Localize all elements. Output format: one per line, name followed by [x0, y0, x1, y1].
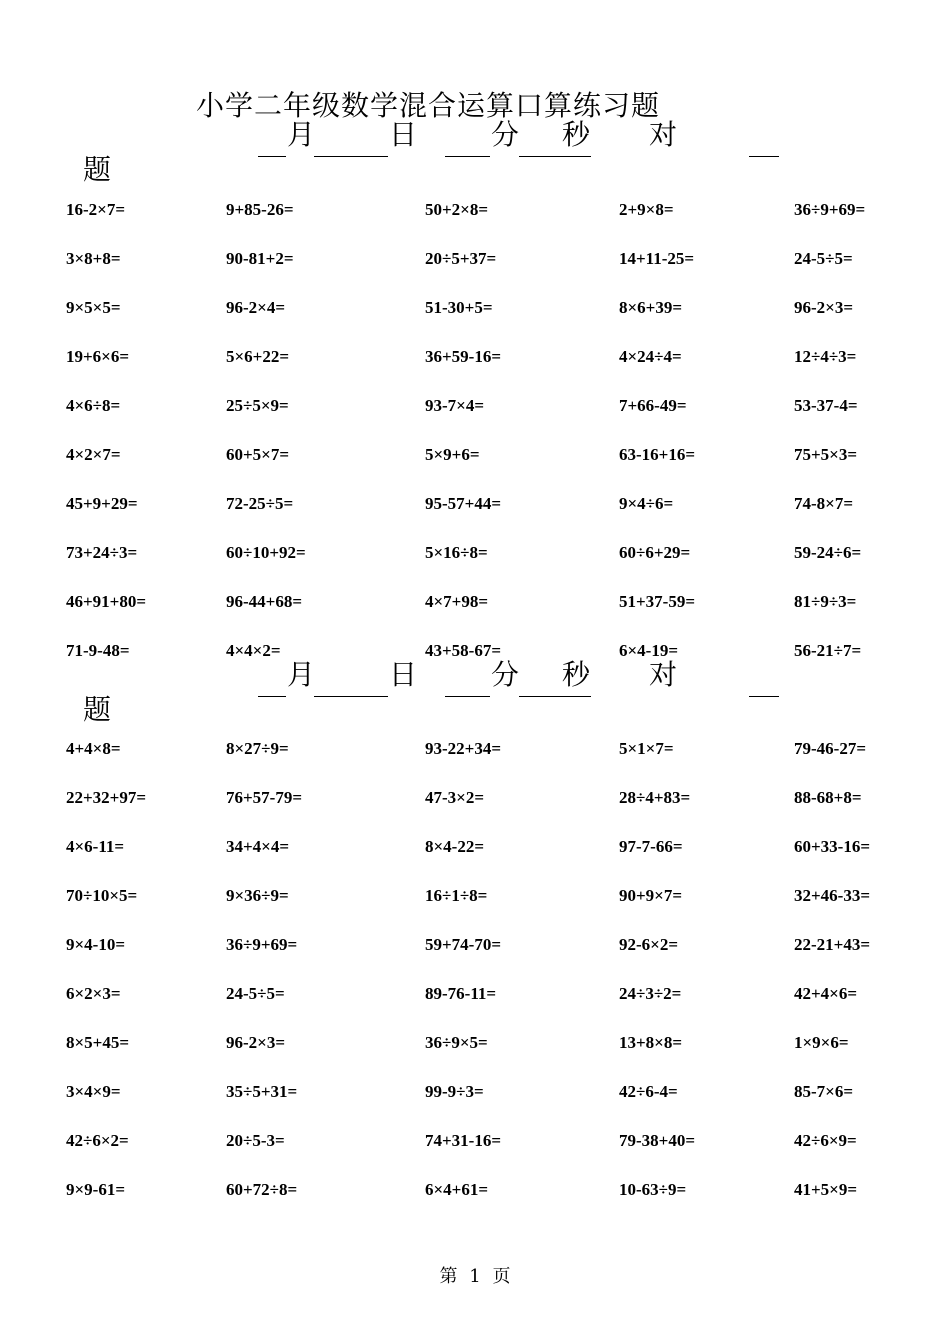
- day-label: 日: [389, 118, 418, 151]
- problem: 24-5÷5=: [226, 984, 285, 1003]
- problem-row: [0, 346, 950, 368]
- page-footer: [0, 1262, 950, 1288]
- problem: 72-25÷5=: [226, 494, 294, 513]
- page-suffix: 页: [492, 1266, 511, 1287]
- problem-row: [0, 199, 950, 221]
- problem: 56-21÷7=: [794, 641, 862, 660]
- problem: 42÷6-4=: [619, 1082, 678, 1101]
- problem: 8×5+45=: [66, 1033, 130, 1052]
- problem: 8×6+39=: [619, 298, 683, 317]
- problem: 24-5÷5=: [794, 249, 853, 268]
- problem: 42÷6×9=: [794, 1131, 857, 1150]
- problem: 32+46-33=: [794, 886, 871, 905]
- problem: 9+85-26=: [226, 200, 294, 219]
- problem: 6×2×3=: [66, 984, 121, 1003]
- problem: 45+9+29=: [66, 494, 138, 513]
- problem: 51-30+5=: [425, 298, 493, 317]
- problem: 95-57+44=: [425, 494, 502, 513]
- problem: 76+57-79=: [226, 788, 303, 807]
- problem: 42+4×6=: [794, 984, 858, 1003]
- problem-row: [0, 1032, 950, 1054]
- problem: 2+9×8=: [619, 200, 674, 219]
- problem: 85-7×6=: [794, 1082, 854, 1101]
- problem: 4×6-11=: [66, 837, 125, 856]
- problem: 10-63÷9=: [619, 1180, 687, 1199]
- problem: 81÷9÷3=: [794, 592, 857, 611]
- second-label: 秒: [562, 118, 591, 151]
- problem: 25÷5×9=: [226, 396, 289, 415]
- problem: 6×4-19=: [619, 641, 679, 660]
- problem: 36÷9×5=: [425, 1033, 488, 1052]
- month-label: 月: [287, 658, 316, 691]
- problem: 79-38+40=: [619, 1131, 696, 1150]
- second-label: 秒: [562, 658, 591, 691]
- problem: 74-8×7=: [794, 494, 854, 513]
- problem: 53-37-4=: [794, 396, 858, 415]
- problem: 36÷9+69=: [226, 935, 298, 954]
- problem: 5×9+6=: [425, 445, 480, 464]
- correct-label: 对: [649, 118, 678, 151]
- problem: 24÷3÷2=: [619, 984, 682, 1003]
- worksheet-title: 小学二年级数学混合运算口算练习题: [196, 89, 661, 122]
- problem: 42÷6×2=: [66, 1131, 129, 1150]
- problem: 5×1×7=: [619, 739, 674, 758]
- problem-row: [0, 1130, 950, 1152]
- answer-record-header-2: [0, 660, 950, 740]
- problem: 4×2×7=: [66, 445, 121, 464]
- correct-label: 对: [649, 658, 678, 691]
- problem: 28÷4+83=: [619, 788, 691, 807]
- problem: 96-2×3=: [794, 298, 854, 317]
- problem: 5×16÷8=: [425, 543, 488, 562]
- problem: 51+37-59=: [619, 592, 696, 611]
- problem: 16÷1÷8=: [425, 886, 488, 905]
- day-blank: [314, 696, 388, 697]
- problem-row: [0, 444, 950, 466]
- problem: 59+74-70=: [425, 935, 502, 954]
- problem-row: [0, 983, 950, 1005]
- problem: 96-44+68=: [226, 592, 303, 611]
- problem: 6×4+61=: [425, 1180, 489, 1199]
- problem-row: [0, 591, 950, 613]
- problem-row: [0, 297, 950, 319]
- problem: 9×36÷9=: [226, 886, 289, 905]
- problem: 70÷10×5=: [66, 886, 138, 905]
- problem-row: [0, 542, 950, 564]
- problem: 9×5×5=: [66, 298, 121, 317]
- problem: 13+8×8=: [619, 1033, 683, 1052]
- problem: 60÷10+92=: [226, 543, 306, 562]
- problem: 75+5×3=: [794, 445, 858, 464]
- problem: 71-9-48=: [66, 641, 130, 660]
- problem: 50+2×8=: [425, 200, 489, 219]
- month-blank: [258, 696, 286, 697]
- problem: 97-7-66=: [619, 837, 683, 856]
- second-blank: [519, 156, 591, 157]
- problem: 8×27÷9=: [226, 739, 289, 758]
- problem-row: [0, 836, 950, 858]
- problem: 1×9×6=: [794, 1033, 849, 1052]
- problem: 60+72÷8=: [226, 1180, 298, 1199]
- problem: 43+58-67=: [425, 641, 502, 660]
- problem: 63-16+16=: [619, 445, 696, 464]
- questions-label: 题: [83, 693, 112, 726]
- problem: 9×9-61=: [66, 1180, 126, 1199]
- problem-row: [0, 248, 950, 270]
- problem: 9×4÷6=: [619, 494, 674, 513]
- problem: 22-21+43=: [794, 935, 871, 954]
- problem: 90-81+2=: [226, 249, 294, 268]
- problem: 92-6×2=: [619, 935, 679, 954]
- problem: 47-3×2=: [425, 788, 485, 807]
- correct-count-blank: [749, 156, 779, 157]
- problem: 88-68+8=: [794, 788, 862, 807]
- page-number: 1: [469, 1266, 481, 1287]
- minute-label: 分: [491, 658, 520, 691]
- day-label: 日: [389, 658, 418, 691]
- minute-blank: [445, 156, 490, 157]
- month-blank: [258, 156, 286, 157]
- problem: 14+11-25=: [619, 249, 695, 268]
- problem: 16-2×7=: [66, 200, 126, 219]
- problem: 20÷5+37=: [425, 249, 497, 268]
- problem: 60÷6+29=: [619, 543, 691, 562]
- problem: 46+91+80=: [66, 592, 147, 611]
- problem-row: [0, 395, 950, 417]
- problem-row: [0, 1179, 950, 1201]
- answer-record-header-1: [0, 120, 950, 200]
- day-blank: [314, 156, 388, 157]
- problem-row: [0, 1081, 950, 1103]
- problem: 12÷4÷3=: [794, 347, 857, 366]
- problem: 20÷5-3=: [226, 1131, 285, 1150]
- problem-row: [0, 934, 950, 956]
- problem: 93-7×4=: [425, 396, 485, 415]
- problem: 90+9×7=: [619, 886, 683, 905]
- problem: 93-22+34=: [425, 739, 502, 758]
- problem-row: [0, 885, 950, 907]
- problem: 41+5×9=: [794, 1180, 858, 1199]
- problem: 4+4×8=: [66, 739, 121, 758]
- problem: 96-2×4=: [226, 298, 286, 317]
- problem: 59-24÷6=: [794, 543, 862, 562]
- problem: 96-2×3=: [226, 1033, 286, 1052]
- problem-row: [0, 738, 950, 760]
- problem: 36+59-16=: [425, 347, 502, 366]
- problem: 34+4×4=: [226, 837, 290, 856]
- second-blank: [519, 696, 591, 697]
- problem: 4×7+98=: [425, 592, 489, 611]
- problem-row: [0, 640, 950, 662]
- correct-count-blank: [749, 696, 779, 697]
- problem-row: [0, 787, 950, 809]
- problem: 8×4-22=: [425, 837, 485, 856]
- problem: 79-46-27=: [794, 739, 867, 758]
- problem: 4×24÷4=: [619, 347, 682, 366]
- problem: 36÷9+69=: [794, 200, 866, 219]
- problem: 9×4-10=: [66, 935, 126, 954]
- questions-label: 题: [83, 153, 112, 186]
- page-prefix: 第: [439, 1266, 458, 1287]
- problem: 3×8+8=: [66, 249, 121, 268]
- problem: 3×4×9=: [66, 1082, 121, 1101]
- problem: 7+66-49=: [619, 396, 687, 415]
- month-label: 月: [287, 118, 316, 151]
- problem: 35÷5+31=: [226, 1082, 298, 1101]
- problem: 60+33-16=: [794, 837, 871, 856]
- problem: 73+24÷3=: [66, 543, 138, 562]
- problem: 22+32+97=: [66, 788, 147, 807]
- problem-row: [0, 493, 950, 515]
- problem: 5×6+22=: [226, 347, 290, 366]
- problem: 74+31-16=: [425, 1131, 502, 1150]
- problem: 60+5×7=: [226, 445, 290, 464]
- problem: 4×4×2=: [226, 641, 281, 660]
- minute-label: 分: [491, 118, 520, 151]
- problem: 19+6×6=: [66, 347, 130, 366]
- problem: 89-76-11=: [425, 984, 497, 1003]
- problem: 4×6÷8=: [66, 396, 121, 415]
- minute-blank: [445, 696, 490, 697]
- problem: 99-9÷3=: [425, 1082, 484, 1101]
